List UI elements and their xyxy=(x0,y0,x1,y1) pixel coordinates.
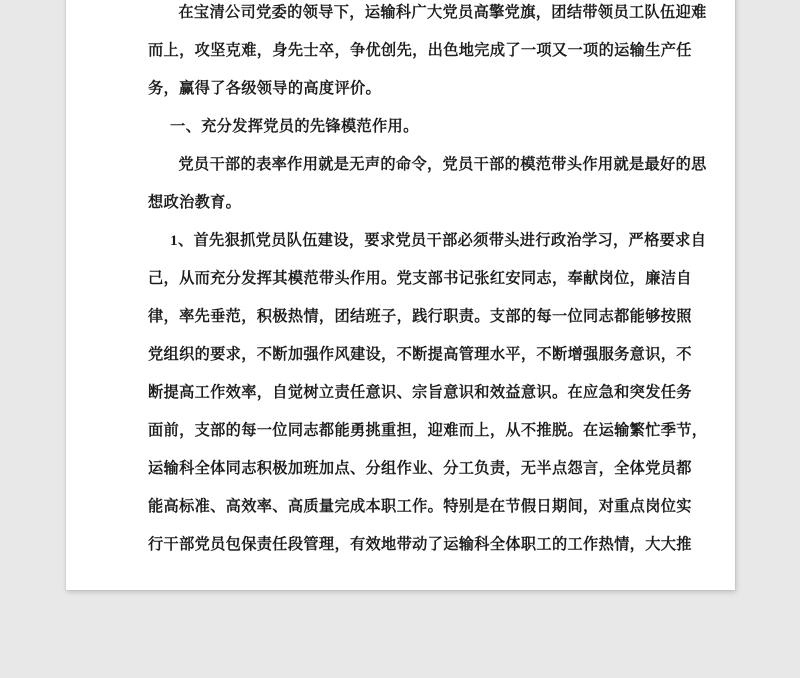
document-line: 律，率先垂范，积极热情，团结班子，践行职责。支部的每一位同志都能够按照 xyxy=(148,308,692,325)
document-line: 能高标准、高效率、高质量完成本职工作。特别是在节假日期间，对重点岗位实 xyxy=(148,498,692,515)
document-line: 党员干部的表率作用就是无声的命令，党员干部的模范带头作用就是最好的思 xyxy=(178,156,707,173)
document-line: 面前，支部的每一位同志都能勇挑重担，迎难而上，从不推脱。在运输繁忙季节， xyxy=(148,422,708,439)
document-line: 在宝清公司党委的领导下，运输科广大党员高擎党旗，团结带领员工队伍迎难 xyxy=(178,4,707,21)
page-text-body xyxy=(148,0,708,564)
document-line: 党组织的要求，不断加强作风建设，不断提高管理水平，不断增强服务意识，不 xyxy=(148,346,692,363)
document-list-item-line: 1、首先狠抓党员队伍建设，要求党员干部必须带头进行政治学习，严格要求自 xyxy=(170,232,707,249)
document-line: 运输科全体同志积极加班加点、分组作业、分工负责，无半点怨言，全体党员都 xyxy=(148,460,692,477)
document-line: 行干部党员包保责任段管理，有效地带动了运输科全体职工的工作热情，大大推 xyxy=(148,536,692,553)
document-page xyxy=(66,0,735,590)
document-line: 己，从而充分发挥其模范带头作用。党支部书记张红安同志，奉献岗位，廉洁自 xyxy=(148,270,692,287)
document-line: 断提高工作效率，自觉树立责任意识、宗旨意识和效益意识。在应急和突发任务 xyxy=(148,384,692,401)
document-heading-line: 一、充分发挥党员的先锋模范作用。 xyxy=(170,118,419,135)
document-line: 而上，攻坚克难，身先士卒，争优创先，出色地完成了一项又一项的运输生产任 xyxy=(148,42,692,59)
document-line: 务，赢得了各级领导的高度评价。 xyxy=(148,80,382,97)
document-line: 想政治教育。 xyxy=(148,194,242,211)
